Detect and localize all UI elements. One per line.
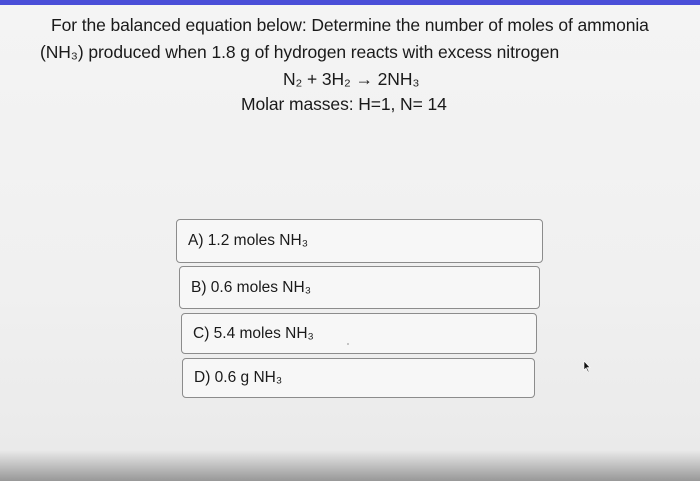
molar-masses: Molar masses: H=1, N= 14 [241, 94, 447, 114]
answer-option-d-label: D) 0.6 g NH₃ [194, 369, 283, 386]
question-line-1: For the balanced equation below: Determine the number of moles of ammonia [51, 15, 649, 35]
answer-option-a-label: A) 1.2 moles NH₃ [188, 232, 309, 249]
answer-option-b-label: B) 0.6 moles NH₃ [191, 278, 312, 296]
answer-option-c[interactable] [181, 313, 537, 354]
screen-speck [347, 343, 349, 345]
answer-option-c-label: C) 5.4 moles NH₃ [193, 324, 314, 342]
answer-option-d[interactable] [182, 358, 535, 398]
question-line-2: (NH₃) produced when 1.8 g of hydrogen reacts with excess nitrogen [40, 42, 560, 62]
answer-option-b[interactable] [179, 266, 540, 309]
answer-option-a[interactable] [176, 219, 543, 263]
bottom-shadow [0, 450, 700, 481]
top-accent-bar [0, 0, 700, 5]
chemical-equation: N₂ + 3H₂ → 2NH₃ [283, 69, 420, 89]
